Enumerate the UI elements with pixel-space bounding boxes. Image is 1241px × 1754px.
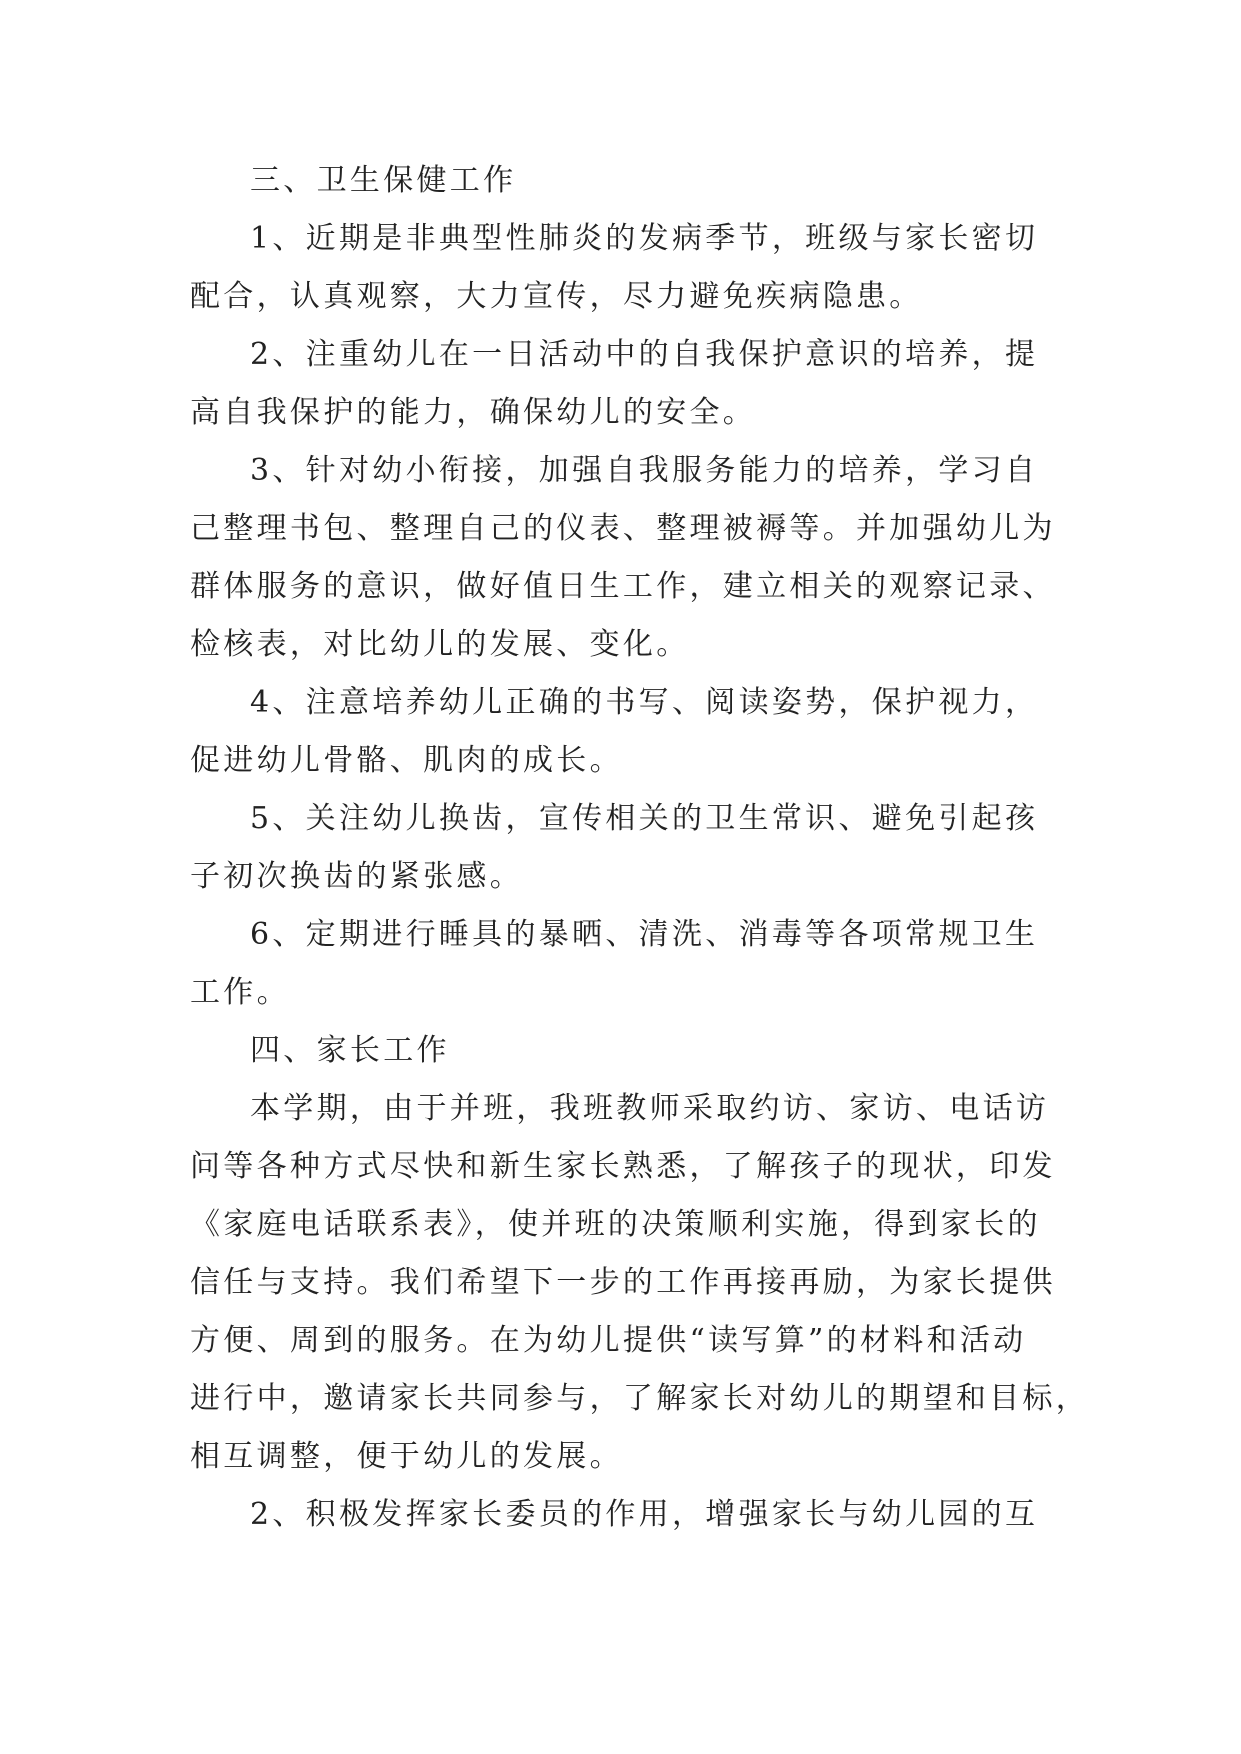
text-line: 己整理书包、整理自己的仪表、整理被褥等。并加强幼儿为 [190, 511, 1056, 546]
text-line: 进行中，邀请家长共同参与，了解家长对幼儿的期望和目标， [190, 1381, 1090, 1416]
text-line: 配合，认真观察，大力宣传，尽力避免疾病隐患。 [190, 279, 923, 314]
document-body [190, 152, 1090, 1544]
text-line: 方便、周到的服务。在为幼儿提供“读写算”的材料和活动 [190, 1323, 1027, 1358]
text-line: 工作。 [190, 975, 290, 1010]
text-line: 2、注重幼儿在一日活动中的自我保护意识的培养，提 [250, 337, 1039, 372]
text-line: 促进幼儿骨骼、肌肉的成长。 [190, 743, 623, 778]
text-line: 三、卫生保健工作 [250, 163, 517, 198]
text-line: 相互调整，便于幼儿的发展。 [190, 1439, 623, 1474]
text-line: 本学期，由于并班，我班教师采取约访、家访、电话访 [250, 1091, 1050, 1126]
text-line: 信任与支持。我们希望下一步的工作再接再励，为家长提供 [190, 1265, 1056, 1300]
text-line: 群体服务的意识，做好值日生工作，建立相关的观察记录、 [190, 569, 1056, 604]
text-line: 6、定期进行睡具的暴晒、清洗、消毒等各项常规卫生 [250, 917, 1039, 952]
text-line: 《家庭电话联系表》，使并班的决策顺利实施，得到家长的 [190, 1207, 1041, 1242]
text-line: 5、关注幼儿换齿，宣传相关的卫生常识、避免引起孩 [250, 801, 1039, 836]
text-line: 四、家长工作 [250, 1033, 450, 1068]
text-line: 3、针对幼小衔接，加强自我服务能力的培养，学习自 [250, 453, 1039, 488]
text-line: 子初次换齿的紧张感。 [190, 859, 523, 894]
text-line: 1、近期是非典型性肺炎的发病季节，班级与家长密切 [250, 221, 1039, 256]
text-line: 高自我保护的能力，确保幼儿的安全。 [190, 395, 757, 430]
text-line: 问等各种方式尽快和新生家长熟悉，了解孩子的现状，印发 [190, 1149, 1056, 1184]
text-line: 2、积极发挥家长委员的作用，增强家长与幼儿园的互 [250, 1497, 1039, 1532]
text-line: 4、注意培养幼儿正确的书写、阅读姿势，保护视力， [250, 685, 1039, 720]
text-line: 检核表，对比幼儿的发展、变化。 [190, 627, 690, 662]
